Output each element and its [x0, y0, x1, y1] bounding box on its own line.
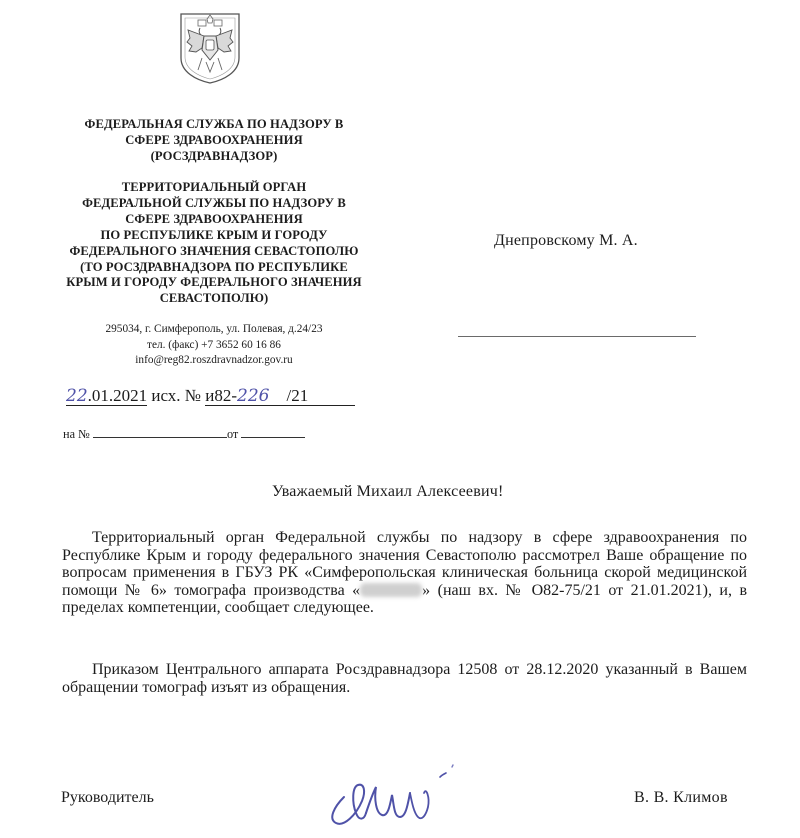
- territorial-line: ФЕДЕРАЛЬНОГО ЗНАЧЕНИЯ СЕВАСТОПОЛЮ: [69, 243, 359, 258]
- territorial-line: КРЫМ И ГОРОДУ ФЕДЕРАЛЬНОГО ЗНАЧЕНИЯ: [66, 275, 362, 290]
- outgoing-reference: [66, 386, 355, 406]
- date-rest: .01.2021: [87, 386, 148, 405]
- agency-header: [40, 117, 388, 165]
- handwritten-ref: 226: [237, 386, 270, 406]
- signer-name: В. В. Климов: [634, 789, 728, 806]
- agency-line: ФЕДЕРАЛЬНАЯ СЛУЖБА ПО НАДЗОРУ В: [84, 117, 344, 131]
- body-text: » (наш вх. № О82-75/21 от 21.01.2021), и, в пределах компетенции, сообщает следующее.: [62, 581, 748, 617]
- ref-prefix: и82-: [205, 386, 238, 405]
- in-reply-line: [63, 427, 305, 442]
- recipient-address-line: [458, 336, 696, 337]
- signature-icon: [322, 757, 462, 832]
- outgoing-number: [205, 387, 355, 406]
- body-text: Территориальный орган Федеральной службы по надзору в сфере здравоохранения по Республике Крым и городу федерального значения Севастополю рассмотрел Ваше обращение по вопросам применения в ГБУЗ РК «Симферопольская клиническая больница скорой медицинской помощи № 6» томографа производства «: [62, 529, 747, 599]
- recipient-name: Днепровскому М. А.: [494, 232, 638, 249]
- phone-fax: тел. (факс) +7 3652 60 16 86: [147, 339, 281, 351]
- in-reply-label: на №: [63, 427, 90, 441]
- territorial-line: (ТО РОСЗДРАВНАДЗОРА ПО РЕСПУБЛИКЕ: [80, 259, 348, 274]
- territorial-line: СФЕРЕ ЗДРАВООХРАНЕНИЯ: [125, 211, 303, 226]
- outgoing-date: [66, 387, 147, 406]
- agency-line: СФЕРЕ ЗДРАВООХРАНЕНИЯ: [125, 132, 303, 147]
- body-text: Приказом Центрального аппарата Росздравнадзора 12508 от 28.12.2020 указанный в Вашем обращении томограф изъят из обращения.: [62, 661, 747, 696]
- in-reply-date-blank: [241, 427, 305, 438]
- territorial-line: ТЕРРИТОРИАЛЬНЫЙ ОРГАН: [121, 180, 307, 194]
- agency-line: (РОСЗДРАВНАДЗОР): [150, 148, 278, 163]
- in-reply-from-label: от: [226, 427, 239, 441]
- postal-address: 295034, г. Симферополь, ул. Полевая, д.24/23: [105, 323, 323, 335]
- territorial-line: СЕВАСТОПОЛЮ): [159, 291, 269, 306]
- territorial-body-header: [40, 180, 388, 307]
- salutation: Уважаемый Михаил Алексеевич!: [272, 483, 504, 500]
- body-paragraph: [62, 661, 747, 696]
- body-paragraph: [62, 529, 747, 617]
- email-address: info@reg82.roszdravnadzor.gov.ru: [135, 354, 293, 366]
- territorial-line: ПО РЕСПУБЛИКЕ КРЫМ И ГОРОДУ: [100, 227, 328, 242]
- coat-of-arms-icon: [178, 12, 242, 84]
- redacted-manufacturer: [360, 583, 422, 597]
- in-reply-number-blank: [93, 427, 227, 438]
- handwritten-day: 22: [66, 386, 88, 406]
- ref-suffix: /21: [286, 386, 309, 405]
- territorial-line: ФЕДЕРАЛЬНОЙ СЛУЖБЫ ПО НАДЗОРУ В: [82, 195, 346, 210]
- ref-label: исх. №: [151, 386, 202, 405]
- signer-position: Руководитель: [61, 789, 154, 806]
